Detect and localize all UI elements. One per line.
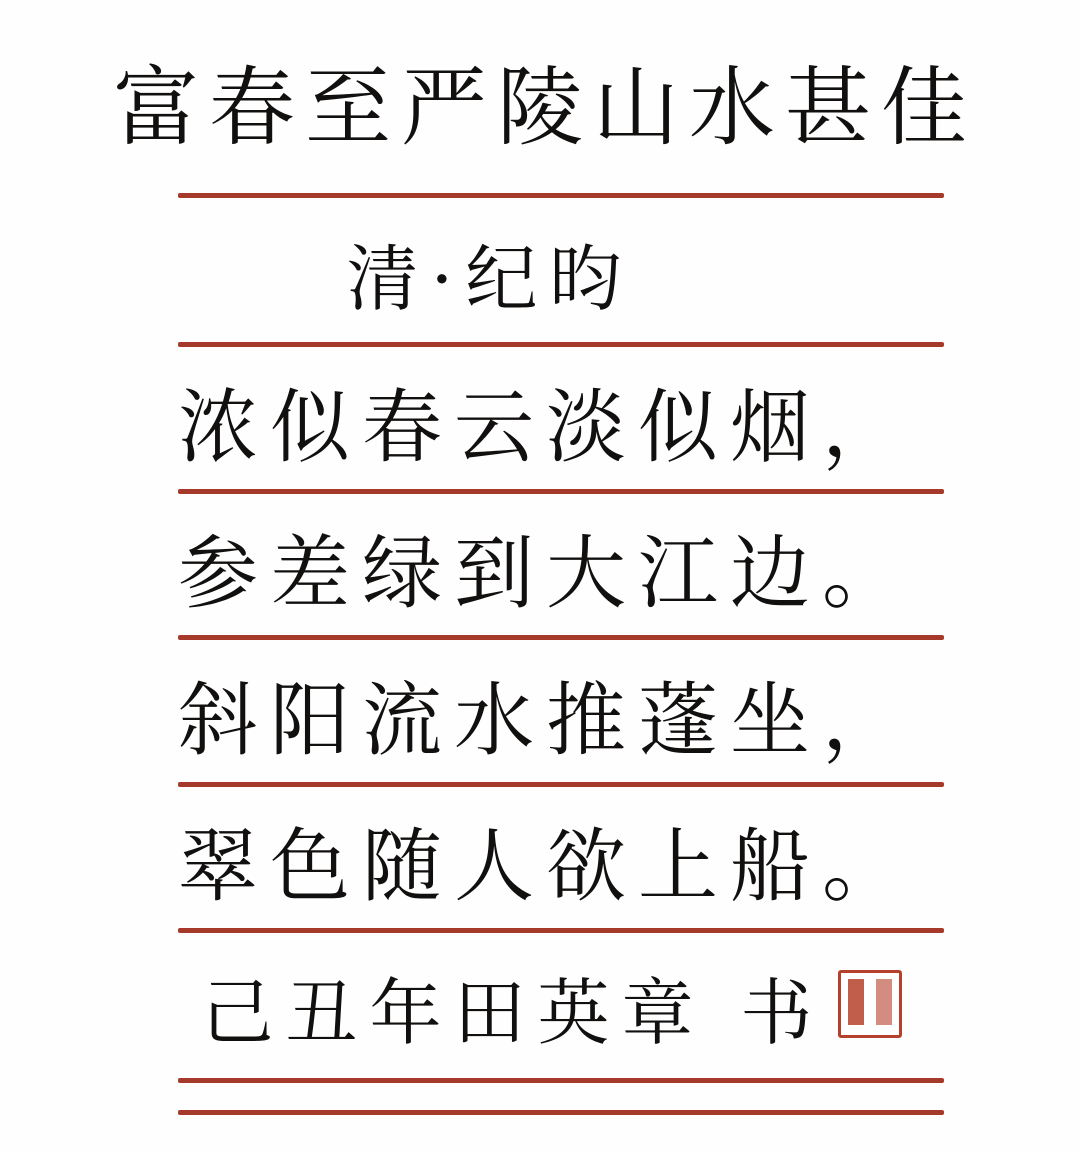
verse-row-2 <box>0 493 1080 639</box>
verse-row-1 <box>0 347 1080 493</box>
closing-rule-row <box>0 1082 1080 1152</box>
verse-line: 斜阳流水推蓬坐， <box>178 673 914 767</box>
page-title: 富春至严陵山水甚佳 <box>113 57 977 158</box>
verse-line: 翠色随人欲上船。 <box>178 819 914 913</box>
verse-line: 浓似春云淡似烟， <box>178 380 914 474</box>
attribution-row <box>0 199 1080 346</box>
title-row <box>0 0 1080 199</box>
signature-row <box>0 933 1080 1082</box>
signature-line <box>190 955 903 1059</box>
attribution-text: 清·纪昀 <box>346 237 634 322</box>
seal-stamp-icon <box>838 970 902 1038</box>
rule-line <box>178 193 944 198</box>
verse-row-4 <box>0 786 1080 932</box>
verse-line: 参差绿到大江边。 <box>178 527 914 621</box>
rule-line <box>178 1110 944 1115</box>
verse-row-3 <box>0 640 1080 786</box>
signature-text: 己丑年田英章 书 <box>201 971 825 1056</box>
